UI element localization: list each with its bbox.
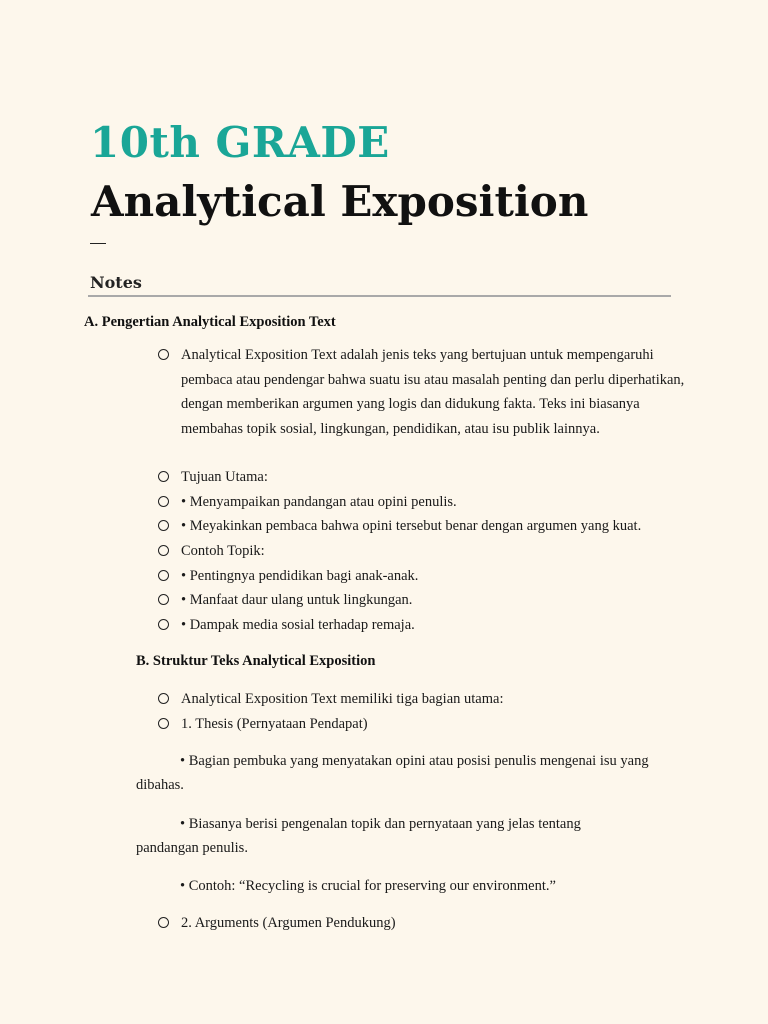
title-dash-divider [90,243,106,244]
hollow-circle-bullet-icon [158,917,169,928]
section-b-heading: B. Struktur Teks Analytical Exposition [136,653,376,669]
list-item [158,490,688,515]
thesis-point: • Contoh: “Recycling is crucial for preserving our environment.” [180,878,556,894]
list-item [158,911,688,936]
list-item-text: 1. Thesis (Pernyataan Pendapat) [181,716,368,732]
list-item [158,687,688,712]
list-item [158,613,688,638]
hollow-circle-bullet-icon [158,471,169,482]
hollow-circle-bullet-icon [158,570,169,581]
list-item [158,712,688,737]
hollow-circle-bullet-icon [158,496,169,507]
list-item-text: Contoh Topik: [181,543,265,559]
list-item-text: Analytical Exposition Text memiliki tiga bagian utama: [181,691,504,707]
list-item [158,343,688,441]
notes-label: Notes [90,273,142,292]
hollow-circle-bullet-icon [158,594,169,605]
hollow-circle-bullet-icon [158,693,169,704]
list-item [158,514,688,539]
hollow-circle-bullet-icon [158,718,169,729]
section-a-heading: A. Pengertian Analytical Exposition Text [84,314,336,330]
page-title: Analytical Exposition [91,177,589,226]
list-item [158,539,688,564]
thesis-point: • Bagian pembuka yang menyatakan opini atau posisi penulis mengenai isu yang dibahas. [136,753,649,793]
hollow-circle-bullet-icon [158,520,169,531]
list-item-text: • Pentingnya pendidikan bagi anak-anak. [181,568,419,584]
hollow-circle-bullet-icon [158,545,169,556]
list-item-text: 2. Arguments (Argumen Pendukung) [181,915,396,931]
list-item-text: • Dampak media sosial terhadap remaja. [181,617,415,633]
list-item-text: Analytical Exposition Text adalah jenis teks yang bertujuan untuk mempengaruhi pembaca atau pendengar bahwa suatu isu atau masalah penting dan perlu diperhatikan, dengan memberikan argumen yang logis dan didukung fakta. Teks ini biasanya membahas topik sosial, lingkungan, pendidikan, atau isu publik lainnya. [181,347,685,437]
list-item-text: • Meyakinkan pembaca bahwa opini tersebut benar dengan argumen yang kuat. [181,518,642,534]
list-item [158,588,688,613]
list-item-text: • Menyampaikan pandangan atau opini penulis. [181,494,457,510]
list-item [158,465,688,490]
list-item-text: • Manfaat daur ulang untuk lingkungan. [181,592,413,608]
notes-divider [88,295,671,297]
list-item [158,564,688,589]
grade-heading: 10th GRADE [90,118,390,167]
thesis-point: • Biasanya berisi pengenalan topik dan pernyataan yang jelas tentang pandangan penulis. [136,816,581,856]
hollow-circle-bullet-icon [158,349,169,360]
list-item-text: Tujuan Utama: [181,469,268,485]
hollow-circle-bullet-icon [158,619,169,630]
